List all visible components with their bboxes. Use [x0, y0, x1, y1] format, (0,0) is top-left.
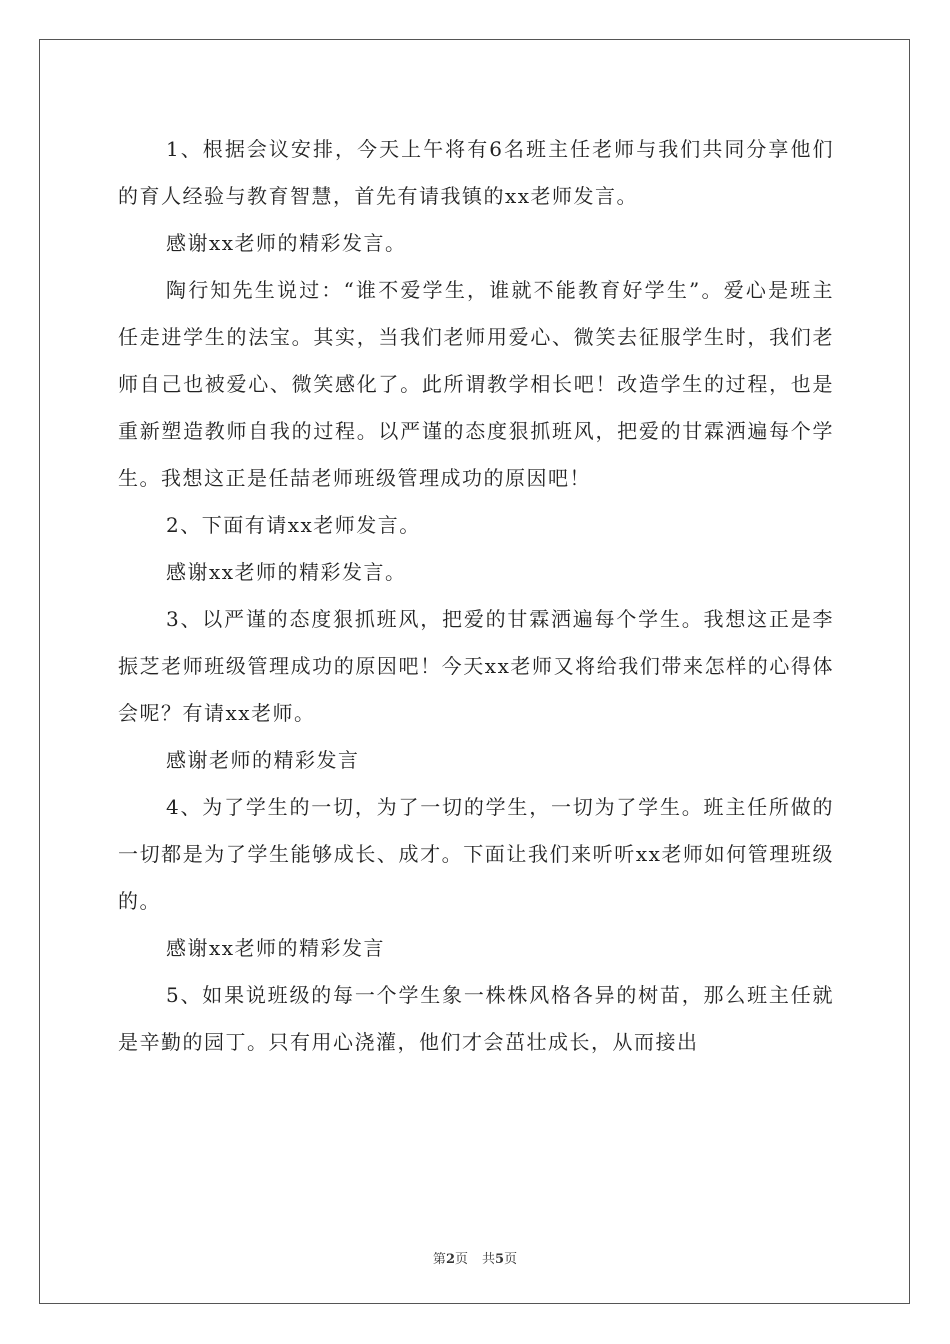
page-suffix: 页	[454, 1252, 468, 1267]
current-page-number: 2	[445, 1252, 455, 1267]
paragraph-6: 3、以严谨的态度狠抓班风，把爱的甘霖洒遍每个学生。我想这正是李振芝老师班级管理成功的原因吧！今天xx老师又将给我们带来怎样的心得体会呢？有请xx老师。	[118, 607, 834, 725]
paragraph-3: 陶行知先生说过：“谁不爱学生，谁就不能教育好学生”。爱心是班主任走进学生的法宝。其实，当我们老师用爱心、微笑去征服学生时，我们老师自己也被爱心、微笑感化了。此所谓教学相长吧！改造学生的过程，也是重新塑造教师自我的过程。以严谨的态度狠抓班风，把爱的甘霖洒遍每个学生。我想这正是任喆老师班级管理成功的原因吧！	[118, 278, 834, 490]
paragraph-2: 感谢xx老师的精彩发言。	[166, 231, 407, 255]
paragraph-7: 感谢老师的精彩发言	[166, 748, 360, 772]
page-footer	[0, 1248, 950, 1267]
total-prefix: 共	[482, 1252, 496, 1267]
paragraph-8: 4、为了学生的一切，为了一切的学生，一切为了学生。班主任所做的一切都是为了学生能够成长、成才。下面让我们来听听xx老师如何管理班级的。	[118, 795, 834, 913]
paragraph-9: 感谢xx老师的精彩发言	[166, 936, 386, 960]
document-body	[118, 126, 834, 1066]
paragraph-5: 感谢xx老师的精彩发言。	[166, 560, 407, 584]
page-prefix: 第	[432, 1252, 446, 1267]
paragraph-4: 2、下面有请xx老师发言。	[166, 513, 421, 537]
paragraph-1: 1、根据会议安排，今天上午将有6名班主任老师与我们共同分享他们的育人经验与教育智慧，首先有请我镇的xx老师发言。	[118, 137, 834, 208]
total-page-count: 5	[495, 1252, 505, 1267]
total-suffix: 页	[504, 1252, 518, 1267]
paragraph-10: 5、如果说班级的每一个学生象一株株风格各异的树苗，那么班主任就是辛勤的园丁。只有用心浇灌，他们才会茁壮成长，从而接出	[118, 983, 834, 1054]
